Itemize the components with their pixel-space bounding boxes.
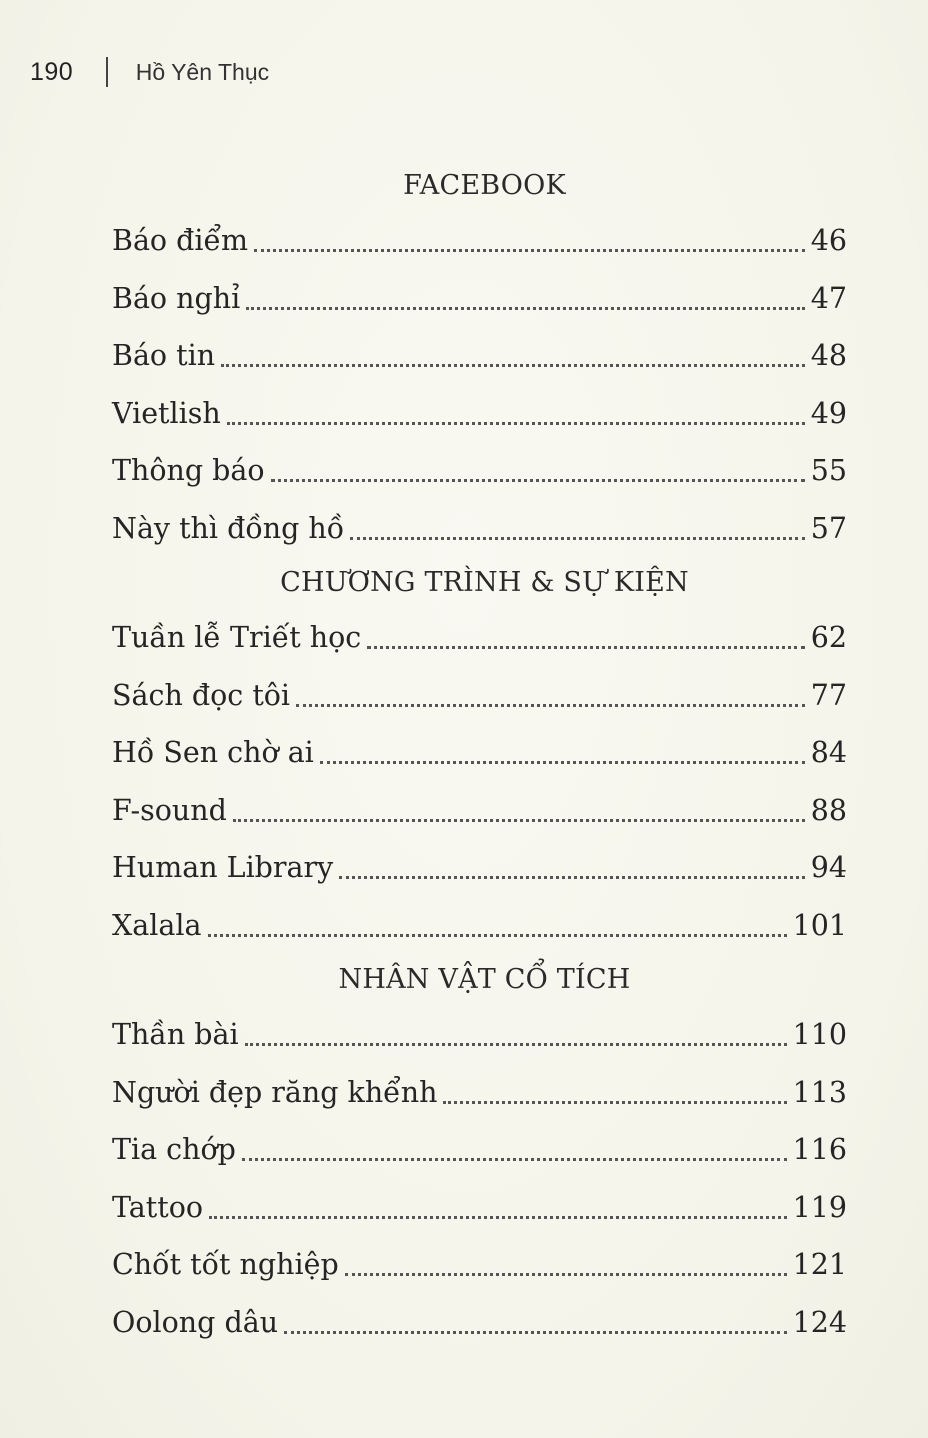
entry-title: Người đẹp răng khểnh: [112, 1075, 438, 1109]
entry-page-number: 101: [792, 908, 847, 942]
dot-leader: [208, 934, 787, 937]
page-number: 190: [30, 57, 74, 86]
entry-page-number: 46: [810, 224, 847, 257]
section-heading-events: CHƯƠNG TRÌNH & SỰ KIỆN: [280, 567, 689, 598]
toc-entry: [112, 782, 847, 840]
entry-title: Vietlish: [112, 396, 221, 430]
entry-page-number: 113: [792, 1075, 847, 1109]
toc-entry: [112, 1121, 847, 1179]
dot-leader: [245, 1043, 787, 1046]
section-heading-facebook: FACEBOOK: [403, 170, 566, 201]
toc-entry: [112, 270, 847, 328]
dot-leader: [350, 537, 805, 540]
toc-entry: [112, 897, 847, 955]
toc-entry: [112, 667, 847, 725]
dot-leader: [209, 1216, 787, 1219]
dot-leader: [320, 761, 805, 764]
entry-title: Báo tin: [112, 339, 216, 372]
dot-leader: [339, 876, 804, 879]
toc-entry: [112, 442, 847, 500]
toc-entry: [112, 1294, 847, 1352]
dot-leader: [246, 307, 805, 310]
dot-leader: [254, 249, 805, 252]
entry-title: Báo điểm: [112, 224, 249, 257]
entry-page-number: 48: [810, 339, 847, 372]
entry-title: Thần bài: [112, 1018, 239, 1051]
entry-page-number: 55: [810, 454, 847, 487]
entry-title: Sách đọc tôi: [112, 678, 291, 712]
toc-entry: [112, 212, 847, 270]
entry-page-number: 47: [810, 281, 847, 315]
entry-page-number: 77: [810, 678, 847, 712]
dot-leader: [284, 1331, 787, 1334]
entry-page-number: 88: [810, 793, 847, 827]
author-name: Hồ Yên Thục: [135, 58, 270, 85]
entry-title: Này thì đồng hồ: [112, 511, 345, 545]
toc-entry: [112, 1236, 847, 1294]
entry-title: Tia chớp: [112, 1133, 236, 1166]
toc-entry: [112, 1006, 847, 1064]
entry-title: Tuần lễ Triết học: [112, 621, 362, 654]
entry-title: Xalala: [112, 908, 202, 942]
entry-page-number: 62: [810, 621, 847, 654]
entry-title: Báo nghỉ: [112, 281, 241, 315]
running-head: [30, 52, 269, 92]
entry-title: Chốt tốt nghiệp: [112, 1248, 339, 1281]
entry-title: Human Library: [112, 851, 334, 884]
entry-page-number: 116: [792, 1133, 847, 1166]
dot-leader: [296, 704, 805, 707]
entry-title: Oolong dâu: [112, 1305, 279, 1339]
entry-page-number: 84: [810, 736, 847, 769]
entry-page-number: 110: [792, 1018, 847, 1051]
entry-page-number: 119: [792, 1190, 847, 1224]
header-divider: [106, 57, 108, 87]
entry-page-number: 57: [810, 511, 847, 545]
entry-page-number: 124: [792, 1305, 847, 1339]
entry-title: Hồ Sen chờ ai: [112, 736, 314, 769]
entry-title: F-sound: [112, 793, 227, 827]
section-heading-fairytale: NHÂN VẬT CỔ TÍCH: [338, 964, 631, 995]
table-of-contents: [112, 160, 847, 1351]
dot-leader: [443, 1101, 786, 1104]
dot-leader: [227, 422, 805, 425]
dot-leader: [367, 646, 805, 649]
toc-entry: [112, 385, 847, 443]
toc-entry: [112, 724, 847, 782]
dot-leader: [271, 479, 805, 482]
entry-page-number: 121: [792, 1248, 847, 1281]
entry-page-number: 94: [810, 851, 847, 884]
dot-leader: [233, 819, 805, 822]
entry-page-number: 49: [810, 396, 847, 430]
dot-leader: [221, 364, 805, 367]
toc-entry: [112, 327, 847, 385]
entry-title: Thông báo: [112, 454, 265, 487]
toc-entry: [112, 839, 847, 897]
dot-leader: [345, 1273, 787, 1276]
toc-entry: [112, 500, 847, 558]
entry-title: Tattoo: [112, 1190, 204, 1224]
toc-entry: [112, 609, 847, 667]
dot-leader: [242, 1158, 787, 1161]
toc-entry: [112, 1064, 847, 1122]
toc-entry: [112, 1179, 847, 1237]
